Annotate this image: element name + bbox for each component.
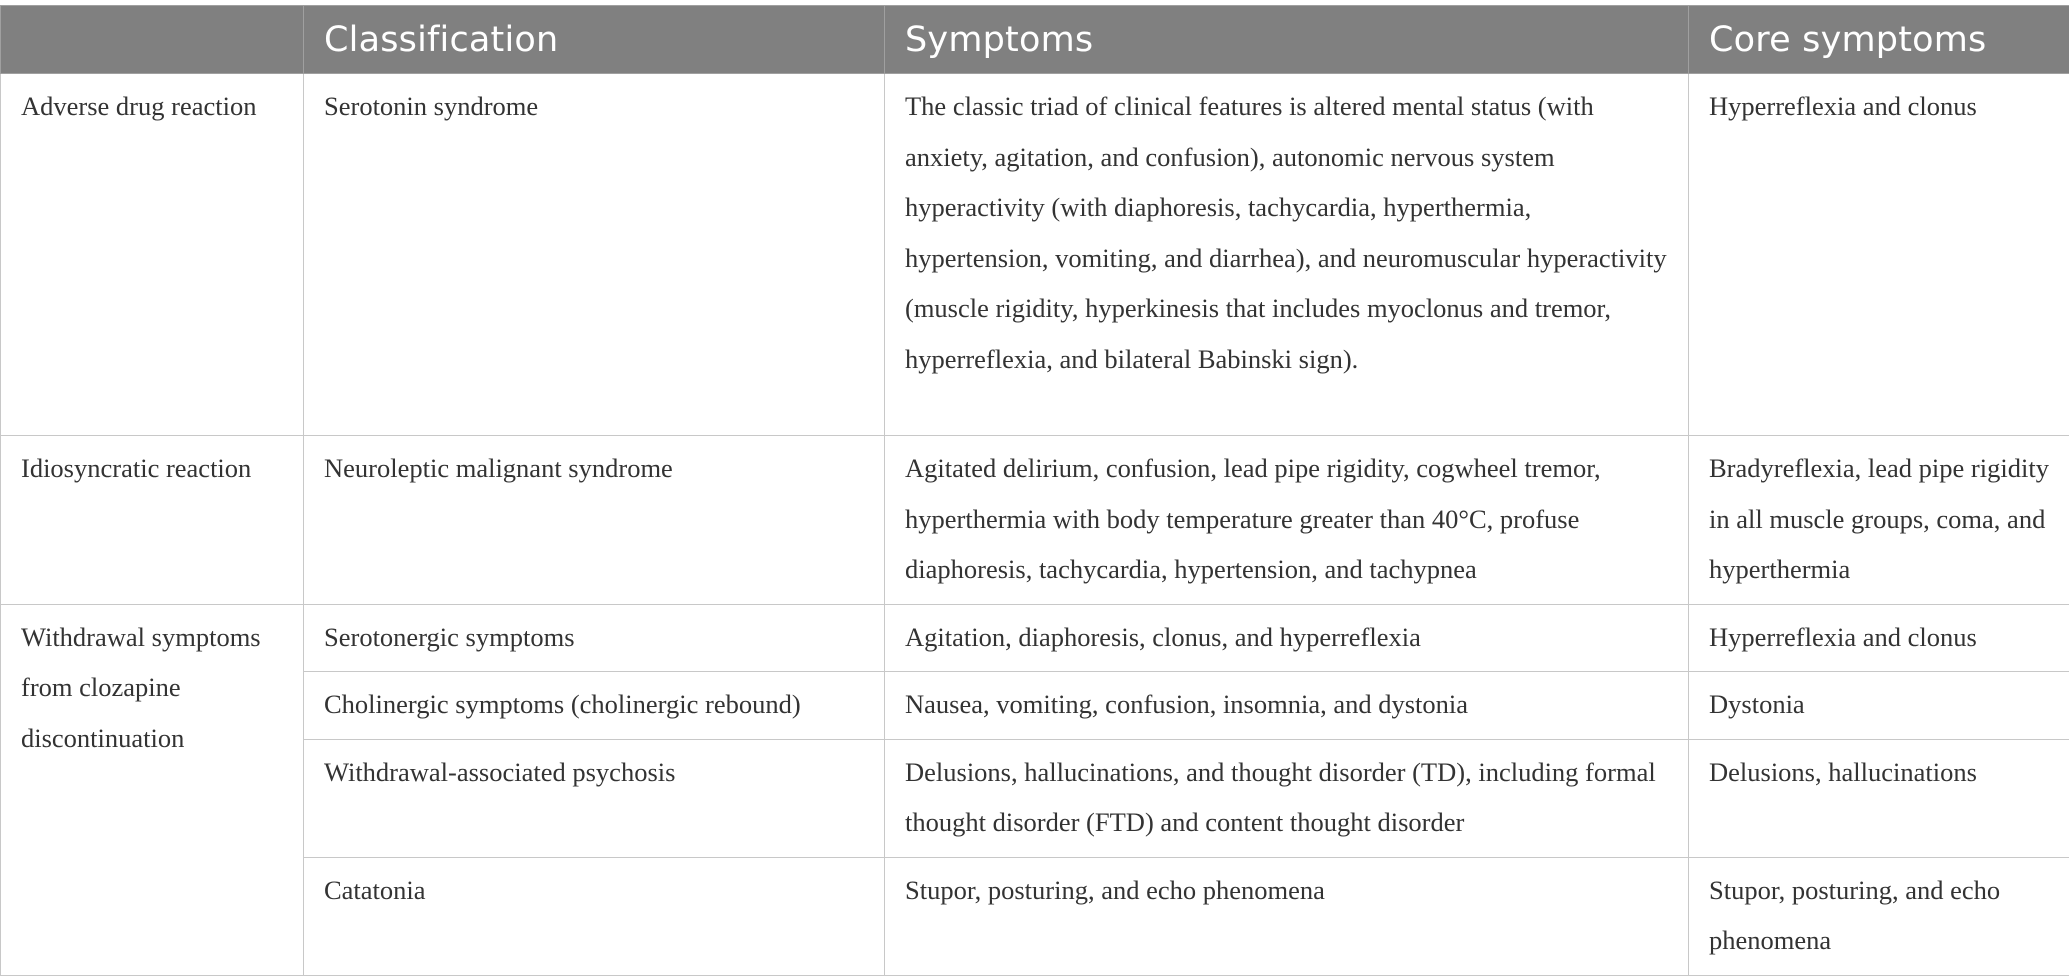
table-row (1, 436, 2069, 605)
classification-cell: Cholinergic symptoms (cholinergic rebound) (304, 672, 885, 740)
classification-cell: Withdrawal-associated psychosis (304, 739, 885, 857)
symptoms-cell: Agitation, diaphoresis, clonus, and hyperreflexia (885, 604, 1689, 672)
table-row (1, 74, 2069, 436)
category-cell: Withdrawal symptoms from clozapine discontinuation (1, 604, 304, 975)
header-row (1, 6, 2069, 74)
symptoms-cell: Nausea, vomiting, confusion, insomnia, and dystonia (885, 672, 1689, 740)
category-cell: Adverse drug reaction (1, 74, 304, 436)
core-symptoms-cell: Delusions, hallucinations (1689, 739, 2069, 857)
table-row (1, 857, 2069, 975)
clozapine-symptom-table (0, 5, 2069, 976)
table-row (1, 672, 2069, 740)
category-cell: Idiosyncratic reaction (1, 436, 304, 605)
classification-cell: Neuroleptic malignant syndrome (304, 436, 885, 605)
classification-cell: Serotonin syndrome (304, 74, 885, 436)
table-body (1, 74, 2069, 976)
table-row (1, 604, 2069, 672)
core-symptoms-cell: Hyperreflexia and clonus (1689, 74, 2069, 436)
header-core-symptoms: Core symptoms (1689, 6, 2069, 74)
core-symptoms-cell: Hyperreflexia and clonus (1689, 604, 2069, 672)
core-symptoms-cell: Bradyreflexia, lead pipe rigidity in all muscle groups, coma, and hyperthermia (1689, 436, 2069, 605)
core-symptoms-cell: Dystonia (1689, 672, 2069, 740)
header-category (1, 6, 304, 74)
symptoms-cell: The classic triad of clinical features is altered mental status (with anxiety, agitation, and confusion), autonomic nervous system hyperactivity (with diaphoresis, tachycardia, hyperthermia, hypertension, vomiting, and diarrhea), and neuromuscular hyperactivity (muscle rigidity, hyperkinesis that includes myoclonus and tremor, hyperreflexia, and bilateral Babinski sign). (885, 74, 1689, 436)
symptoms-cell: Agitated delirium, confusion, lead pipe rigidity, cogwheel tremor, hyperthermia with body temperature greater than 40°C, profuse diaphoresis, tachycardia, hypertension, and tachypnea (885, 436, 1689, 605)
classification-cell: Serotonergic symptoms (304, 604, 885, 672)
classification-cell: Catatonia (304, 857, 885, 975)
core-symptoms-cell: Stupor, posturing, and echo phenomena (1689, 857, 2069, 975)
table-row (1, 739, 2069, 857)
header-symptoms: Symptoms (885, 6, 1689, 74)
symptoms-cell: Stupor, posturing, and echo phenomena (885, 857, 1689, 975)
header-classification: Classification (304, 6, 885, 74)
table-header (1, 6, 2069, 74)
symptoms-cell: Delusions, hallucinations, and thought disorder (TD), including formal thought disorder (FTD) and content thought disorder (885, 739, 1689, 857)
